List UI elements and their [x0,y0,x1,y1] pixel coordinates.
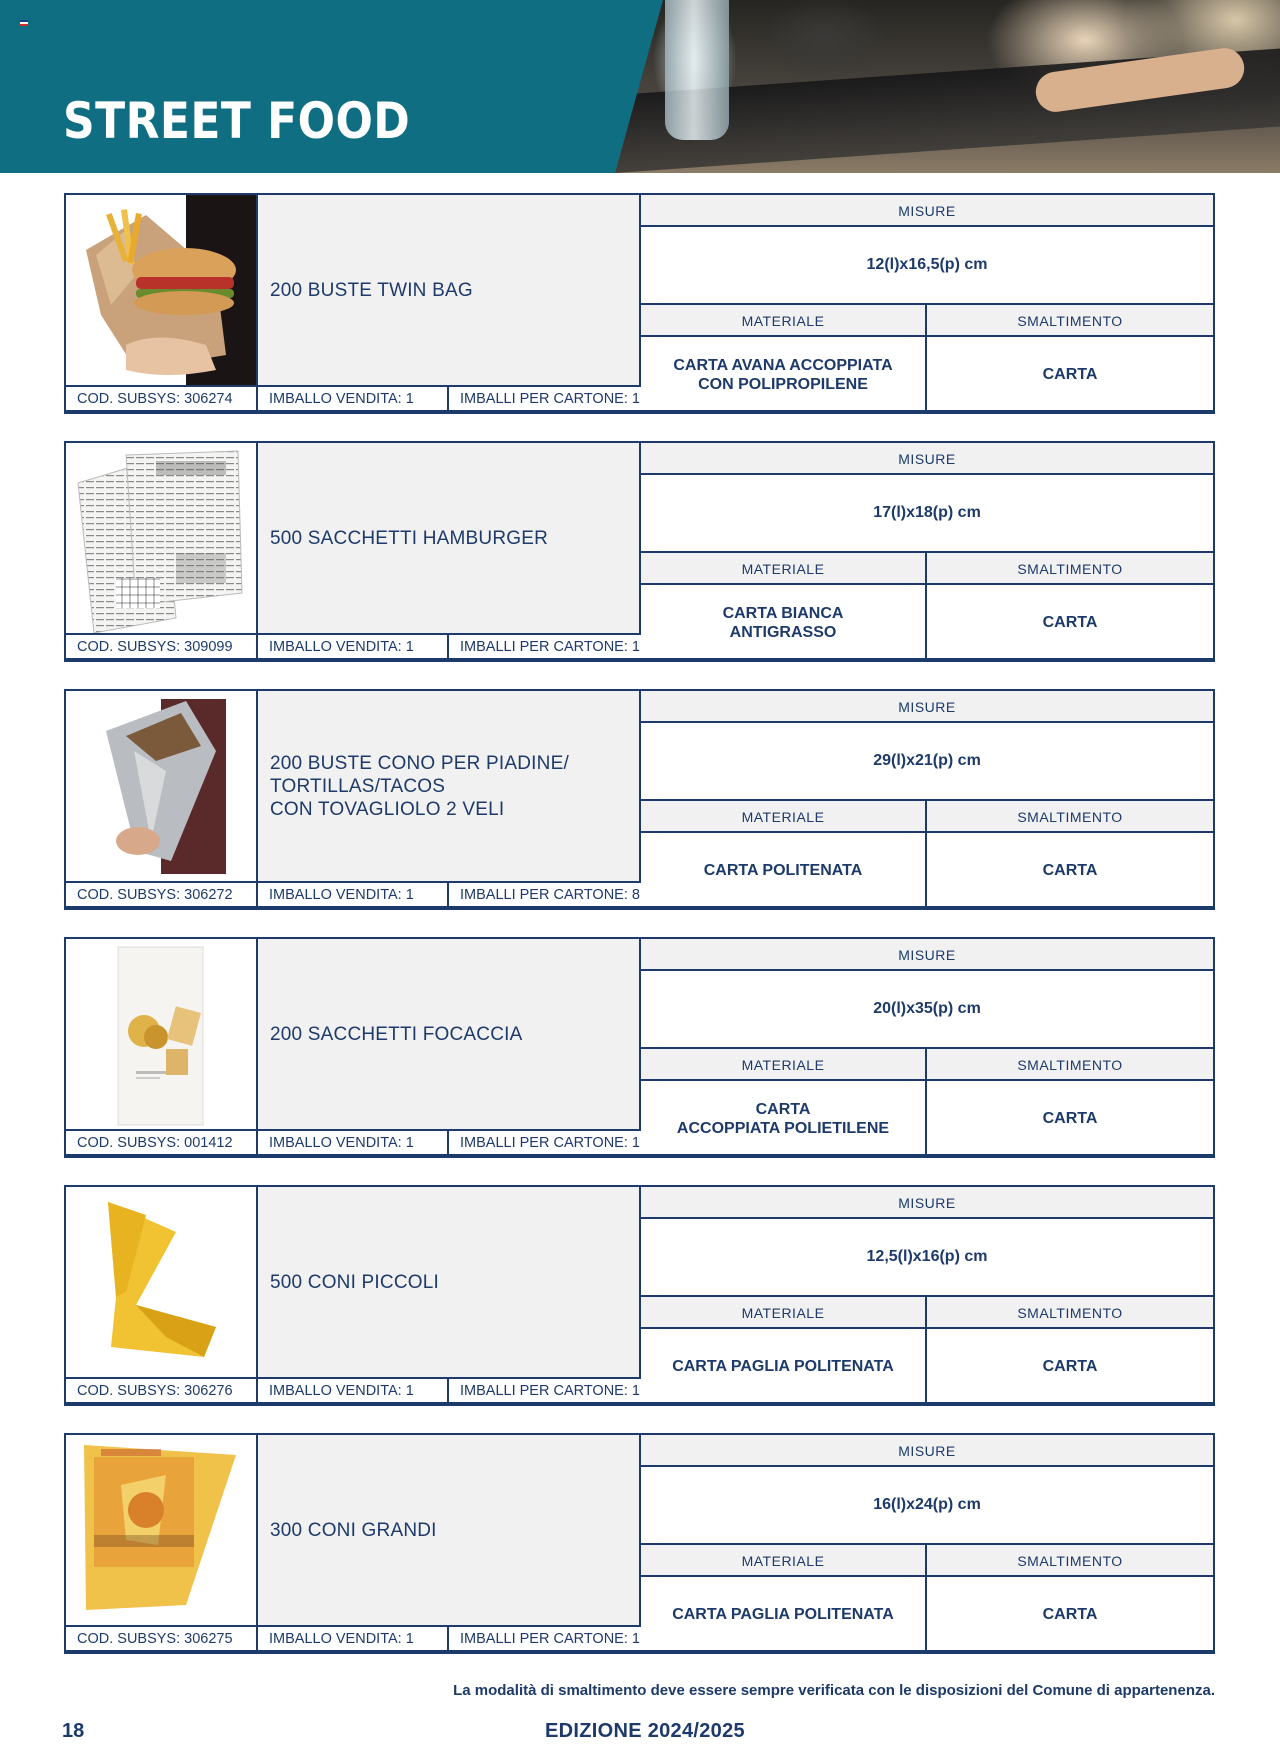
product-spec-table [641,1435,1213,1652]
imballo-vendita: IMBALLO VENDITA: 1 [258,635,449,660]
materiale-value: CARTA PAGLIA POLITENATA [641,1577,927,1652]
product-codes-row [66,385,641,412]
product-spec-table [641,443,1213,660]
imballo-vendita: IMBALLO VENDITA: 1 [258,1131,449,1156]
materiale-header: MATERIALE [641,305,927,337]
product-code: COD. SUBSYS: 306274 [66,387,258,412]
smaltimento-header: SMALTIMENTO [927,1297,1213,1329]
misure-value: 12(l)x16,5(p) cm [641,227,1213,305]
product-card [64,193,1215,414]
product-name-cell [258,1187,641,1377]
small-yellow-cone-image [66,1187,258,1377]
imballo-vendita: IMBALLO VENDITA: 1 [258,1379,449,1404]
materiale-header: MATERIALE [641,1049,927,1081]
materiale-value: CARTA AVANA ACCOPPIATA CON POLIPROPILENE [641,337,927,412]
imballo-vendita: IMBALLO VENDITA: 1 [258,387,449,412]
product-card [64,689,1215,910]
product-spec-table [641,691,1213,908]
materiale-value: CARTA ACCOPPIATA POLIETILENE [641,1081,927,1156]
product-name: 200 BUSTE CONO PER PIADINE/ TORTILLAS/TACOS CON TOVAGLIOLO 2 VELI [270,752,569,820]
smaltimento-header: SMALTIMENTO [927,801,1213,833]
focaccia-bag-image [66,939,258,1129]
materiale-header: MATERIALE [641,801,927,833]
product-codes-row [66,1625,641,1652]
product-code: COD. SUBSYS: 306272 [66,883,258,908]
imballi-per-cartone: IMBALLI PER CARTONE: 1 [460,1631,640,1647]
misure-value: 17(l)x18(p) cm [641,475,1213,553]
product-name-cell [258,939,641,1129]
newspaper-print-bag-image [66,443,258,633]
product-codes-row [66,1129,641,1156]
smaltimento-header: SMALTIMENTO [927,1545,1213,1577]
misure-header: MISURE [641,443,1213,475]
materiale-header: MATERIALE [641,1545,927,1577]
misure-header: MISURE [641,939,1213,971]
smaltimento-header: SMALTIMENTO [927,305,1213,337]
header-photo [615,0,1280,173]
product-code: COD. SUBSYS: 306275 [66,1627,258,1652]
product-spec-table [641,939,1213,1156]
product-spec-table [641,1187,1213,1404]
product-spec-table [641,195,1213,412]
product-code: COD. SUBSYS: 306276 [66,1379,258,1404]
header-photo-bottle [665,0,729,140]
materiale-value: CARTA POLITENATA [641,833,927,908]
wrap-cone-image [66,691,258,881]
product-card [64,1185,1215,1406]
page-title: STREET FOOD [63,92,411,150]
imballi-per-cartone: IMBALLI PER CARTONE: 1 [460,1135,640,1151]
flag-stripe [20,24,28,26]
misure-value: 12,5(l)x16(p) cm [641,1219,1213,1297]
product-name-cell [258,443,641,633]
misure-value: 16(l)x24(p) cm [641,1467,1213,1545]
smaltimento-value: CARTA [1042,1606,1098,1623]
page-header [0,0,1280,173]
hamburger-fries-bag-image [66,195,258,385]
product-card [64,441,1215,662]
misure-header: MISURE [641,1435,1213,1467]
edition-label: EDIZIONE 2024/2025 [545,1720,745,1742]
product-name: 500 CONI PICCOLI [270,1271,439,1293]
product-name: 200 SACCHETTI FOCACCIA [270,1023,523,1045]
materiale-header: MATERIALE [641,1297,927,1329]
page-number: 18 [62,1720,85,1742]
product-name-cell [258,195,641,385]
product-code: COD. SUBSYS: 309099 [66,635,258,660]
imballi-per-cartone: IMBALLI PER CARTONE: 1 [460,1383,640,1399]
smaltimento-value: CARTA [1042,614,1098,631]
product-codes-row [66,633,641,660]
product-card [64,937,1215,1158]
misure-value: 20(l)x35(p) cm [641,971,1213,1049]
italian-flag-icon [20,20,28,26]
product-name: 300 CONI GRANDI [270,1519,437,1541]
misure-header: MISURE [641,195,1213,227]
materiale-value: CARTA PAGLIA POLITENATA [641,1329,927,1404]
product-card [64,1433,1215,1654]
large-cone-image [66,1435,258,1625]
imballo-vendita: IMBALLO VENDITA: 1 [258,1627,449,1652]
materiale-header: MATERIALE [641,553,927,585]
imballi-per-cartone: IMBALLI PER CARTONE: 1 [460,391,640,407]
smaltimento-value: CARTA [1042,366,1098,383]
product-name-cell [258,1435,641,1625]
disposal-footnote: La modalità di smaltimento deve essere sempre verificata con le disposizioni del Comune di appartenenza. [453,1682,1215,1699]
misure-header: MISURE [641,1187,1213,1219]
product-name-cell [258,691,641,881]
product-name: 500 SACCHETTI HAMBURGER [270,527,549,549]
product-code: COD. SUBSYS: 001412 [66,1131,258,1156]
smaltimento-value: CARTA [1042,1110,1098,1127]
product-codes-row [66,1377,641,1404]
misure-header: MISURE [641,691,1213,723]
misure-value: 29(l)x21(p) cm [641,723,1213,801]
smaltimento-header: SMALTIMENTO [927,1049,1213,1081]
smaltimento-header: SMALTIMENTO [927,553,1213,585]
product-codes-row [66,881,641,908]
imballi-per-cartone: IMBALLI PER CARTONE: 1 [460,639,640,655]
product-name: 200 BUSTE TWIN BAG [270,279,473,301]
smaltimento-value: CARTA [1042,862,1098,879]
imballo-vendita: IMBALLO VENDITA: 1 [258,883,449,908]
imballi-per-cartone: IMBALLI PER CARTONE: 8 [460,887,640,903]
smaltimento-value: CARTA [1042,1358,1098,1375]
materiale-value: CARTA BIANCA ANTIGRASSO [641,585,927,660]
